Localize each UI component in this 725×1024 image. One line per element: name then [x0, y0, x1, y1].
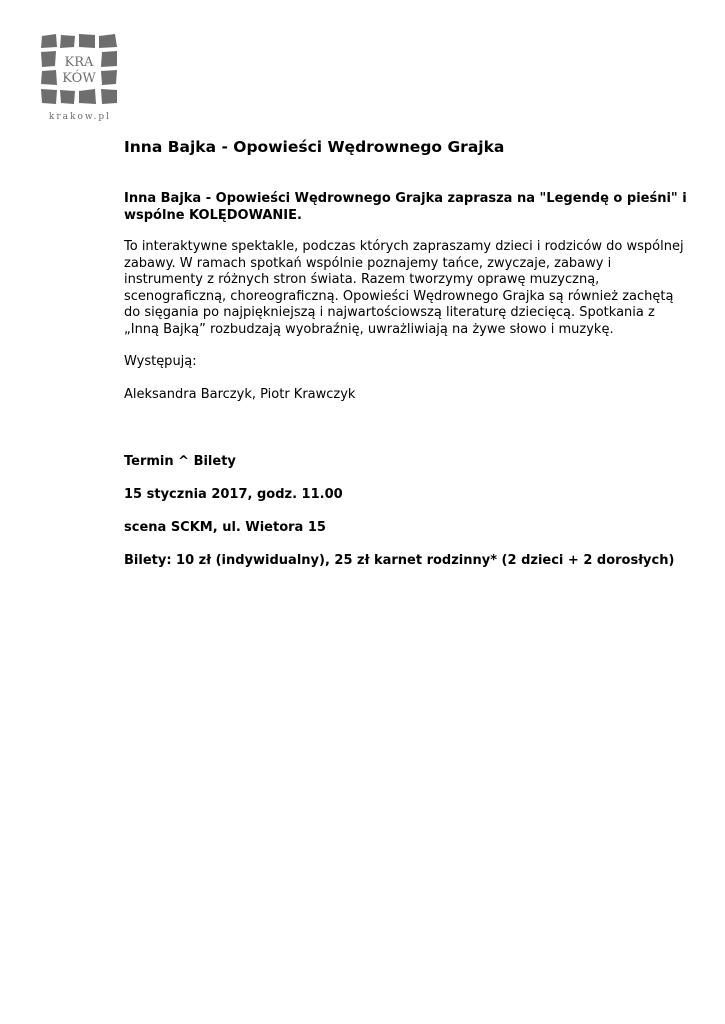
description-line: scenograficzną, choreograficzną. Opowieści Wędrownego Grajka są również zachętą	[124, 288, 674, 304]
description-line: zabawy. W ramach spotkań wspólnie poznajemy tańce, zwyczaje, zabawy i	[124, 255, 612, 271]
event-date: 15 stycznia 2017, godz. 11.00	[124, 487, 343, 502]
event-lead	[124, 190, 724, 224]
logo-url: krakow.pl	[48, 112, 112, 122]
lead-line: wspólne KOLĘDOWANIE.	[124, 208, 302, 223]
krakow-logo	[38, 30, 122, 124]
description-line: To interaktywne spektakle, podczas których zapraszamy dzieci i rodziców do wspólnej	[124, 239, 684, 254]
ticket-prices: Bilety: 10 zł (indywidualny), 25 zł karnet rodzinny* (2 dzieci + 2 dorosłych)	[124, 553, 675, 568]
page-title: Inna Bajka - Opowieści Wędrownego Grajka	[124, 138, 505, 156]
performers-label: Występują:	[124, 354, 197, 369]
krakow-logo-mark	[38, 30, 122, 124]
event-venue: scena SCKM, ul. Wietora 15	[124, 520, 326, 535]
performers-names: Aleksandra Barczyk, Piotr Krawczyk	[124, 387, 356, 402]
description-line: do sięgania po najpiękniejszą i najwartościowszą literaturę dziecięcą. Spotkania z	[124, 305, 655, 320]
description-line: „Inną Bajką” rozbudzają wyobraźnię, uwrażliwiają na żywe słowo i muzykę.	[124, 321, 614, 337]
lead-line: Inna Bajka - Opowieści Wędrownego Grajka zaprasza na "Legendę o pieśni" i	[124, 191, 687, 206]
event-content	[124, 136, 724, 569]
termin-heading: Termin ^ Bilety	[124, 454, 236, 469]
logo-line1: KRA	[64, 55, 94, 70]
event-description	[124, 239, 724, 338]
description-line: instrumenty z różnych stron świata. Razem tworzymy oprawę muzyczną,	[124, 272, 600, 287]
logo-line2: KÓW	[62, 71, 96, 86]
